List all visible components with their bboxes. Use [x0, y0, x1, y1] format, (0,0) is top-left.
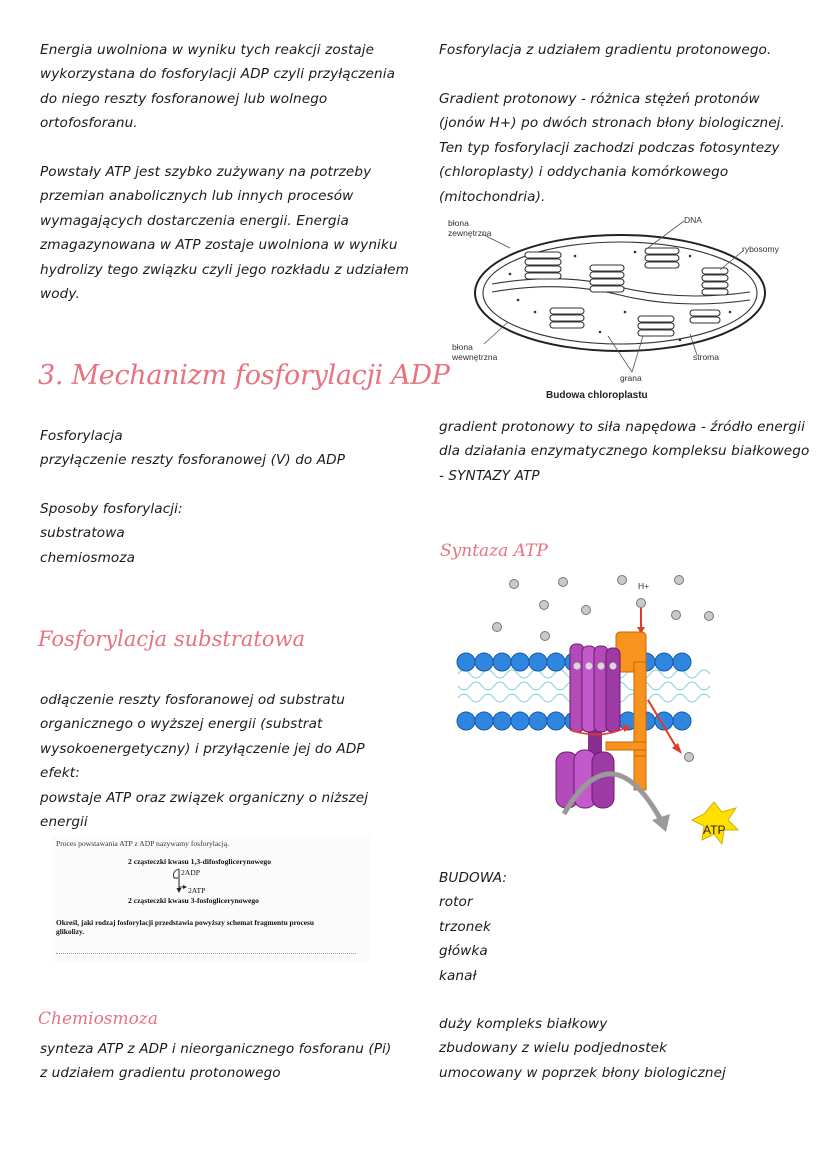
- text-line: Określ, jaki rodzaj fosforylacji przedstawia powyższy schemat fragmentu procesu: [56, 918, 315, 927]
- label-atp-star: ATP: [703, 823, 726, 837]
- text-line: wewnętrzna: [452, 352, 498, 362]
- text-line: kanał: [439, 967, 477, 984]
- synthase-complex-description: [439, 1012, 799, 1085]
- label-dna: DNA: [684, 215, 702, 225]
- text-line: umocowany w poprzek błony biologicznej: [439, 1064, 726, 1081]
- text-line: synteza ATP z ADP i nieorganicznego fosforanu (Pi): [40, 1041, 392, 1057]
- label-grana: grana: [620, 373, 642, 383]
- synthase-structure: [439, 866, 799, 988]
- text-line: ortofosforanu.: [40, 115, 138, 132]
- label-stroma: stroma: [693, 352, 719, 362]
- text-line: Ten typ fosforylacji zachodzi podczas fotosyntezy: [439, 139, 780, 156]
- text-line: przyłączenie reszty fosforanowej (V) do ADP: [40, 452, 346, 469]
- text-line: Sposoby fosforylacji:: [40, 501, 183, 517]
- text-line: (chloroplasty) i oddychania komórkowego: [439, 164, 729, 181]
- label-inner-membrane: [452, 342, 497, 362]
- text-line: glikolizy.: [56, 927, 85, 936]
- text-line: zmagazynowana w ATP zostaje uwolniona w wyniku: [40, 237, 398, 254]
- exam-adp: 2ADP: [181, 868, 200, 877]
- text-line: rotor: [439, 894, 473, 911]
- text-line: energii: [40, 814, 88, 831]
- exam-intro: Proces powstawania ATP z ADP nazywamy fosforylacją.: [56, 839, 229, 848]
- text-line: chemiosmoza: [40, 549, 135, 566]
- text-line: organicznego o wyższej energii (substrat: [40, 716, 323, 733]
- text-line: zbudowany z wielu podjednostek: [439, 1040, 668, 1057]
- heading-atp-synthase: Syntaza ATP: [440, 541, 548, 561]
- text-line: (jonów H+) po dwóch stronach błony biologicznej.: [439, 115, 785, 132]
- exam-question: [56, 918, 366, 936]
- chloroplast-caption: Budowa chloroplastu: [546, 390, 648, 401]
- substrate-description: [40, 688, 400, 834]
- text-line: BUDOWA:: [439, 870, 508, 886]
- heading-substrate-phosphorylation: Fosforylacja substratowa: [38, 627, 305, 651]
- heading-mechanism: 3. Mechanizm fosforylacji ADP: [38, 360, 450, 391]
- text-line: efekt:: [40, 765, 80, 782]
- text-line: duży kompleks białkowy: [439, 1016, 608, 1032]
- text-line: (mitochondria).: [439, 188, 546, 205]
- phosphorylation-types: [40, 497, 400, 570]
- right-synthase-driver: [439, 415, 814, 488]
- text-line: odłączenie reszty fosforanowej od substratu: [40, 692, 345, 708]
- text-line: błona: [448, 218, 469, 228]
- atp-synthase-illustration: [452, 570, 752, 860]
- text-line: wymagających dostarczenia energii. Energia: [40, 212, 349, 229]
- exam-substrate: 2 cząsteczki kwasu 1,3-difosfoglicerynowego: [128, 857, 271, 866]
- right-gradient-title: [439, 38, 809, 62]
- text-line: przemian anabolicznych lub innych procesów: [40, 188, 354, 205]
- text-line: Fosforylacja: [40, 428, 123, 444]
- exam-excerpt: [52, 836, 370, 962]
- text-line: główka: [439, 943, 488, 960]
- left-paragraph-energy: [40, 38, 400, 136]
- text-line: wykorzystana do fosforylacji ADP czyli przyłączenia: [40, 66, 396, 83]
- text-line: dla działania enzymatycznego kompleksu białkowego: [439, 443, 810, 460]
- label-outer-membrane: [448, 218, 491, 238]
- text-line: zewnętrzna: [448, 228, 492, 238]
- text-line: substratowa: [40, 525, 125, 542]
- chloroplast-diagram: [440, 212, 790, 408]
- text-line: Energia uwolniona w wyniku tych reakcji zostaje: [40, 42, 375, 58]
- definition-phosphorylation: [40, 424, 400, 473]
- text-line: trzonek: [439, 918, 491, 935]
- text-line: powstaje ATP oraz związek organiczny o niższej: [40, 789, 369, 806]
- text-line: Powstały ATP jest szybko zużywany na potrzeby: [40, 164, 372, 180]
- exam-atp: 2ATP: [188, 886, 206, 895]
- dotted-answer-line: [56, 953, 356, 954]
- text-line: Fosforylacja z udziałem gradientu protonowego.: [439, 42, 772, 58]
- label-ribosomes: rybosomy: [742, 244, 779, 254]
- text-line: gradient protonowy to siła napędowa - źródło energii: [439, 419, 805, 435]
- text-line: hydrolizy tego związku czyli jego rozkładu z udziałem: [40, 261, 409, 278]
- left-paragraph-atp-use: [40, 160, 409, 306]
- chloroplast-illustration: [440, 212, 790, 408]
- chemiosmosis-description: [40, 1037, 400, 1086]
- label-proton: H+: [638, 581, 650, 591]
- heading-chemiosmosis: Chemiosmoza: [38, 1009, 158, 1029]
- atp-synthase-diagram: [452, 570, 752, 860]
- text-line: z udziałem gradientu protonowego: [40, 1065, 281, 1082]
- right-gradient-definition: [439, 87, 809, 209]
- text-line: błona: [452, 342, 473, 352]
- text-line: Gradient protonowy - różnica stężeń protonów: [439, 91, 760, 107]
- text-line: do niego reszty fosforanowej lub wolnego: [40, 90, 328, 107]
- text-line: - SYNTAZY ATP: [439, 467, 540, 484]
- text-line: wysokoenergetyczny) i przyłączenie jej do ADP: [40, 740, 365, 757]
- text-line: wody.: [40, 286, 80, 303]
- exam-product: 2 cząsteczki kwasu 3-fosfoglicerynowego: [128, 896, 259, 905]
